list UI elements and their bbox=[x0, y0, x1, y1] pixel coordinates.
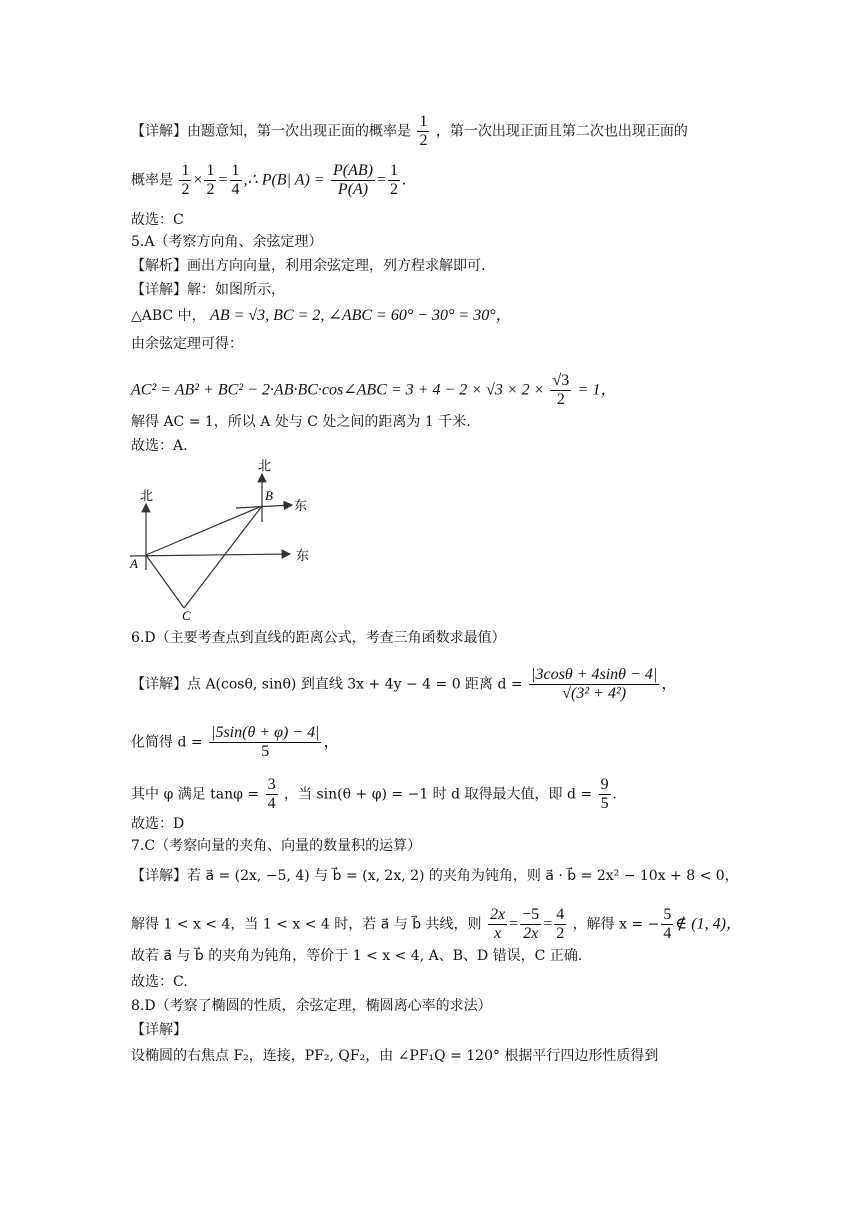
text: 解得 1 < x < 4，当 1 < x < 4 时，若 a⃗ 与 b⃗ 共线，则 bbox=[131, 916, 482, 933]
math: ∉ (1, 4)， bbox=[675, 915, 742, 933]
text: △ABC 中， bbox=[131, 308, 206, 324]
fraction: $\frac{√3}{2}$ bbox=[552, 372, 570, 408]
fraction: $\frac{5}{4}$ bbox=[663, 906, 672, 942]
q5-formula bbox=[131, 372, 616, 409]
point-a-label: A bbox=[130, 556, 138, 571]
q7-line2: 解得 1 < x < 4，当 1 < x < 4 时，若 a⃗ 与 b⃗ 共线，则 $\frac{2x}{x}$ = $\frac{-5}{2x}$ = $\frac{4}{2}$ ，解得 x = − $\frac{5}{4}$ ∉ (1, 4)， bbox=[131, 906, 742, 942]
q6-detail: 【详解】点 A(cosθ, sinθ) 到直线 3x + 4y − 4 = 0 距离 d = $\frac{|3\cos\theta + 4\sin\theta - 4|}{\text{√(3² + 4²)}}$ ， bbox=[131, 666, 678, 702]
fraction: $\frac{P(AB)}{P(A)}$ bbox=[333, 162, 374, 198]
text: 其中 φ 满足 tanφ = bbox=[131, 786, 260, 803]
text: ，第一次出现正面且第二次也出现正面的 bbox=[435, 123, 688, 140]
fraction: $\frac{9}{5}$ bbox=[600, 776, 609, 812]
direction-diagram bbox=[126, 452, 326, 620]
a-east-axis bbox=[130, 554, 290, 556]
q4-detail-line1 bbox=[131, 113, 688, 150]
fraction: $\frac{1}{2}$ bbox=[390, 162, 399, 198]
q5-solve: 解得 AC = 1，所以 A 处与 C 处之间的距离为 1 千米. bbox=[131, 414, 471, 430]
text: 概率是 bbox=[131, 172, 173, 189]
q7-answer: 故选：C. bbox=[131, 974, 188, 990]
q5-given bbox=[131, 306, 512, 326]
a-north-label: 北 bbox=[140, 489, 154, 504]
q5-answer: 故选：A. bbox=[131, 438, 188, 454]
math: AC² = AB² + BC² − 2·AB·BC·cos∠ABC = 3 + 4 − 2 × √3 × 2 × bbox=[131, 381, 549, 399]
b-east-axis bbox=[236, 505, 292, 508]
fraction: $\frac{1}{2}$ bbox=[419, 113, 428, 149]
q5-title: 5.A（考察方向角、余弦定理） bbox=[131, 234, 323, 250]
text: 【详解】由题意知，第一次出现正面的概率是 bbox=[131, 123, 411, 140]
fraction: $\frac{-5}{2x}$ bbox=[522, 906, 540, 942]
q4-answer: 故选：C bbox=[131, 212, 184, 228]
q5-analysis: 【解析】画出方向向量，利用余弦定理，列方程求解即可. bbox=[131, 258, 486, 274]
q8-title: 8.D（考察了椭圆的性质，余弦定理，椭圆离心率的求法） bbox=[131, 998, 492, 1014]
text: ，当 sin(θ + φ) = −1 时 d 取得最大值，即 d = bbox=[284, 786, 593, 803]
point-c-label: C bbox=[182, 608, 191, 620]
fraction: $\frac{1}{4}$ bbox=[231, 162, 240, 198]
b-east-label: 东 bbox=[294, 499, 308, 514]
b-north-label: 北 bbox=[258, 459, 272, 474]
fraction: $\frac{1}{2}$ bbox=[206, 162, 215, 198]
q4-detail-line2: 概率是 $\frac{1}{2}$ × $\frac{1}{2}$ = $\frac{1}{4}$ ,∴ P(B| A) = $\frac{P(AB)}{P(A)}$ = $\frac{1}{2}$ . bbox=[131, 162, 407, 198]
text: 化简得 d = bbox=[131, 734, 203, 751]
fraction: $\frac{|3\cos\theta + 4\sin\theta - 4|}{\text{√(3² + 4²)}}$ bbox=[531, 666, 658, 702]
math: = 1， bbox=[577, 381, 617, 399]
segment-bc bbox=[184, 506, 262, 608]
fraction: $\frac{|5\sin(\theta + \varphi) - 4|}{5}$ bbox=[211, 724, 320, 760]
q8-line1: 设椭圆的右焦点 F₂，连接，PF₂, QF₂，由 ∠PF₁Q = 120° 根据平行四边形性质得到 bbox=[131, 1048, 659, 1064]
fraction: $\frac{1}{2}$ bbox=[181, 162, 190, 198]
math: AB = √3, BC = 2, ∠ABC = 60° − 30° = 30°， bbox=[210, 307, 512, 324]
text: 【详解】点 A(cosθ, sinθ) 到直线 3x + 4y − 4 = 0 距离 d = bbox=[131, 676, 523, 693]
q6-title: 6.D（主要考查点到直线的距离公式，考查三角函数求最值） bbox=[131, 630, 506, 646]
q5-detail: 【详解】解：如图所示， bbox=[131, 282, 285, 298]
q8-detail: 【详解】 bbox=[131, 1022, 187, 1038]
q7-title: 7.C（考察向量的夹角、向量的数量积的运算） bbox=[131, 838, 422, 854]
segment-ab bbox=[146, 506, 262, 555]
q6-answer: 故选：D bbox=[131, 816, 185, 832]
text: ，解得 x = − bbox=[572, 916, 660, 933]
fraction: $\frac{3}{4}$ bbox=[267, 776, 276, 812]
q7-line1: 【详解】若 a⃗ = (2x, −5, 4) 与 b⃗ = (x, 2x, 2) 的夹角为钝角，则 a⃗ · b⃗ = 2x² − 10x + 8 < 0， bbox=[131, 868, 739, 884]
a-east-label: 东 bbox=[296, 549, 310, 564]
q5-law: 由余弦定理可得： bbox=[131, 336, 243, 352]
q7-line3: 故若 a⃗ 与 b⃗ 的夹角为钝角，等价于 1 < x < 4, A、B、D 错误，C 正确. bbox=[131, 948, 583, 964]
fraction: $\frac{4}{2}$ bbox=[556, 906, 565, 942]
math: ,∴ P(B| A) = bbox=[243, 171, 325, 189]
fraction: $\frac{2x}{x}$ bbox=[490, 906, 506, 942]
point-b-label: B bbox=[265, 488, 273, 503]
q6-condition: 其中 φ 满足 tanφ = $\frac{3}{4}$ ，当 sin(θ + φ) = −1 时 d 取得最大值，即 d = $\frac{9}{5}$ . bbox=[131, 776, 617, 812]
q6-simplify: 化简得 d = $\frac{|5\sin(\theta + \varphi) - 4|}{5}$ ， bbox=[131, 724, 340, 760]
segment-ac bbox=[146, 555, 184, 608]
